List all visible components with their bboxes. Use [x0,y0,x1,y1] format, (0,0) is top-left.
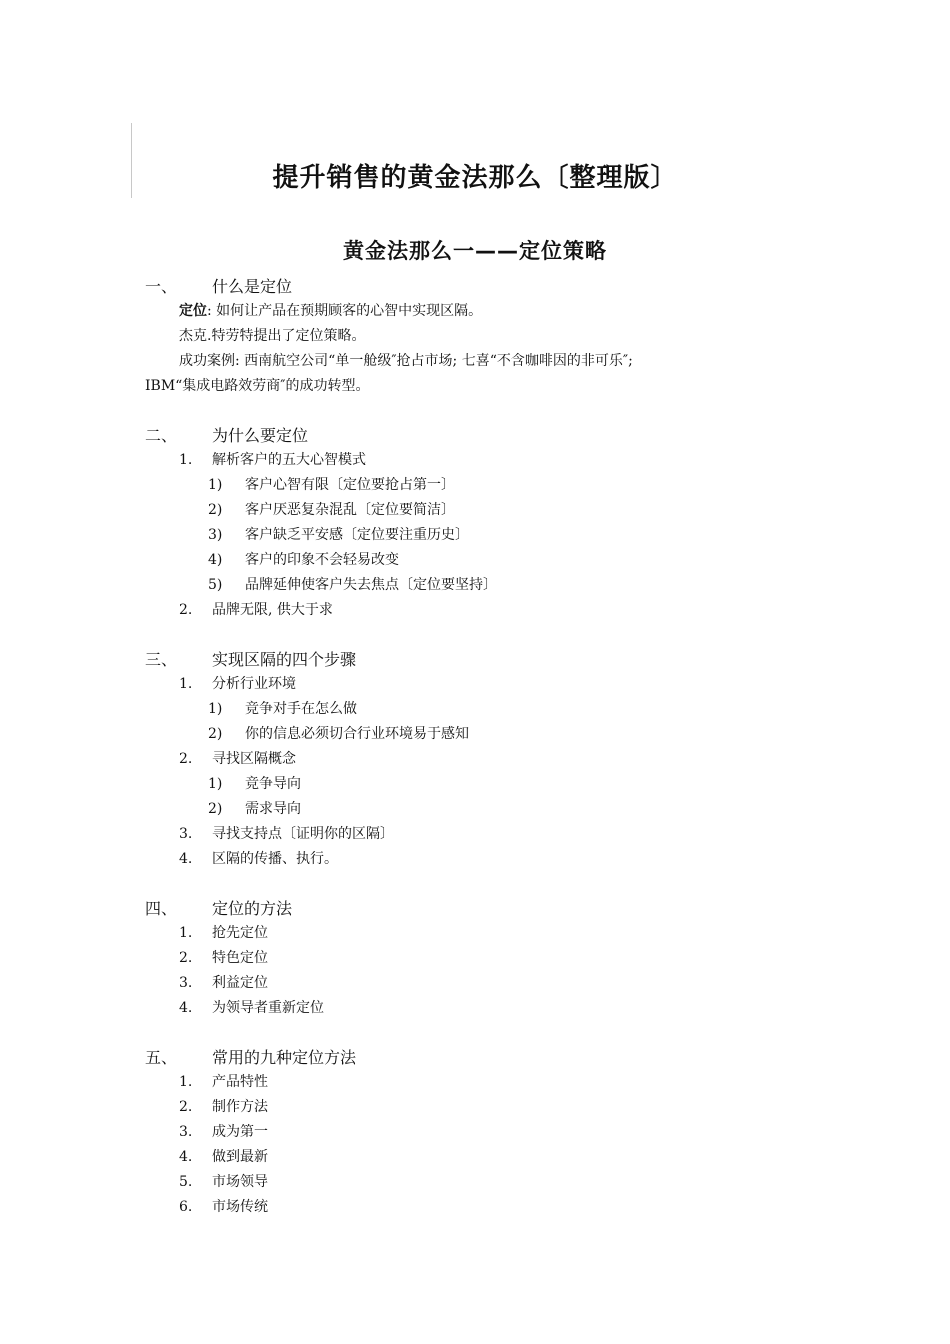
document-body [145,275,825,1220]
definition-label: 定位 [179,303,207,319]
section-number: 二、 [145,426,178,445]
definition-paragraph [145,299,825,324]
list-text: 区隔的传播、执行。 [212,851,338,867]
spacer [145,399,825,424]
list-text: 特色定位 [212,950,268,966]
list-item [145,448,825,473]
list-text: 客户心智有限〔定位要抢占第一〕 [245,477,455,493]
section-heading-3 [145,648,825,672]
list-text: 制作方法 [212,1099,268,1115]
list-text: 利益定位 [212,975,268,991]
list-item [145,822,825,847]
list-text: 产品特性 [212,1074,268,1090]
sub-list-item [145,498,825,523]
list-text: 市场领导 [212,1174,268,1190]
list-item [145,996,825,1021]
document-title: 提升销售的黄金法那么〔整理版〕 [272,163,678,193]
list-number: 1) [208,477,223,493]
list-text: 市场传统 [212,1199,268,1215]
paragraph: 杰克.特劳特提出了定位策略。 [179,328,366,344]
document-subtitle: 黄金法那么一——定位策略 [343,239,607,263]
list-number: 3) [208,527,223,543]
list-text: 你的信息必须切合行业环境易于感知 [245,726,469,742]
section-title: 常用的九种定位方法 [212,1048,357,1067]
list-item [145,1095,825,1120]
list-text: 客户厌恶复杂混乱〔定位要简洁〕 [245,502,455,518]
sub-list-item [145,523,825,548]
sub-list-item [145,797,825,822]
list-item [145,971,825,996]
section-title: 为什么要定位 [212,426,309,445]
list-number: 2. [179,751,193,767]
list-text: 成为第一 [212,1124,268,1140]
sub-list-item [145,772,825,797]
list-text: 抢先定位 [212,925,268,941]
list-text: 竞争对手在怎么做 [245,701,357,717]
list-item [145,1070,825,1095]
spacer [145,872,825,897]
list-item [145,747,825,772]
section-heading-2 [145,424,825,448]
list-number: 1. [179,452,193,468]
list-text: 解析客户的五大心智模式 [212,452,366,468]
list-text: 需求导向 [245,801,301,817]
section-number: 一、 [145,277,178,296]
spacer [145,623,825,648]
list-text: 为领导者重新定位 [212,1000,324,1016]
list-number: 4. [179,1000,193,1016]
section-heading-4 [145,897,825,921]
list-item [145,921,825,946]
list-number: 5. [179,1174,193,1190]
list-text: 竞争导向 [245,776,301,792]
list-text: 品牌延伸使客户失去焦点〔定位要坚持〕 [245,577,497,593]
list-number: 1. [179,676,193,692]
list-item [145,1120,825,1145]
list-item [145,1170,825,1195]
list-text: 客户的印象不会轻易改变 [245,552,399,568]
list-item [145,1195,825,1220]
list-number: 1. [179,1074,193,1090]
list-number: 4) [208,552,223,568]
list-text: 分析行业环境 [212,676,296,692]
list-number: 2. [179,950,193,966]
definition-text: : 如何让产品在预期顾客的心智中实现区隔。 [207,303,483,319]
list-number: 2. [179,1099,193,1115]
list-item [145,672,825,697]
section-title: 什么是定位 [212,277,293,296]
list-text: 品牌无限, 供大于求 [212,602,333,618]
section-number: 五、 [145,1048,178,1067]
spacer [145,1021,825,1046]
paragraph: 成功案例: 西南航空公司“单一舱级″抢占市场; 七喜“不含咖啡因的非可乐″; [179,353,633,369]
sub-list-item [145,697,825,722]
list-number: 1) [208,701,223,717]
sub-list-item [145,548,825,573]
list-number: 3. [179,1124,193,1140]
list-number: 3. [179,826,193,842]
paragraph-continued: IBM“集成电路效劳商″的成功转型。 [145,378,370,394]
list-item [145,598,825,623]
section-number: 四、 [145,899,178,918]
list-number: 5) [208,577,223,593]
list-number: 2) [208,502,223,518]
sub-list-item [145,473,825,498]
list-item [145,847,825,872]
list-number: 3. [179,975,193,991]
list-item [145,946,825,971]
list-text: 做到最新 [212,1149,268,1165]
list-text: 寻找区隔概念 [212,751,296,767]
section-title: 定位的方法 [212,899,293,918]
list-item [145,1145,825,1170]
list-number: 4. [179,1149,193,1165]
section-heading-1 [145,275,825,299]
section-title: 实现区隔的四个步骤 [212,650,357,669]
list-number: 1) [208,776,223,792]
list-text: 寻找支持点〔证明你的区隔〕 [212,826,394,842]
sub-list-item [145,722,825,747]
list-text: 客户缺乏平安感〔定位要注重历史〕 [245,527,469,543]
list-number: 2) [208,801,223,817]
list-number: 2. [179,602,193,618]
list-number: 1. [179,925,193,941]
list-number: 4. [179,851,193,867]
section-heading-5 [145,1046,825,1070]
section-number: 三、 [145,650,178,669]
list-number: 6. [179,1199,193,1215]
sub-list-item [145,573,825,598]
list-number: 2) [208,726,223,742]
